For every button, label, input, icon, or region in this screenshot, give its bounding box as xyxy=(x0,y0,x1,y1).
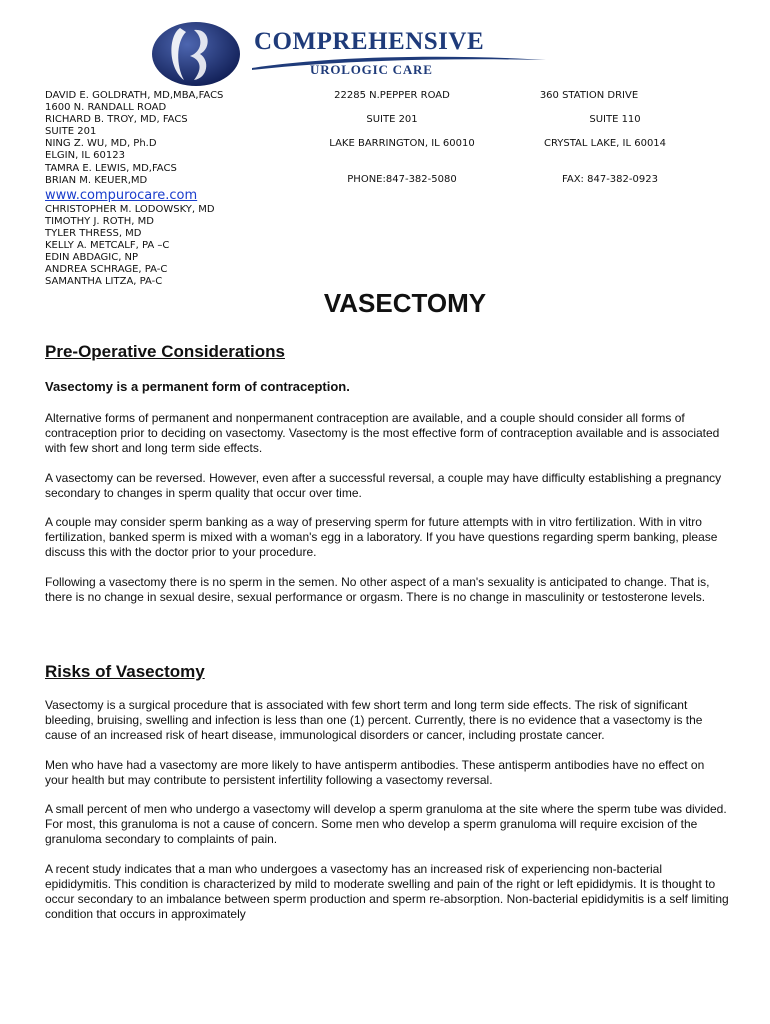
staff-line: DAVID E. GOLDRATH, MD,MBA,FACS xyxy=(45,90,224,101)
section-lead: Vasectomy is a permanent form of contraception. xyxy=(45,379,350,394)
staff-line: RICHARD B. TROY, MD, FACS xyxy=(45,114,188,126)
barrington-phone: PHONE:847-382-5080 xyxy=(347,174,457,185)
staff-line: KELLY A. METCALF, PA –C xyxy=(45,240,170,252)
paragraph: Alternative forms of permanent and nonpermanent contraception are available, and a couple should consider all forms of contraception prior to deciding on vasectomy. Vasectomy is the most effective form of contraception available and is associated with few short and long term side effects. xyxy=(45,411,720,455)
staff-line: ANDREA SCHRAGE, PA-C xyxy=(45,264,168,276)
paragraph: Men who have had a vasectomy are more likely to have antisperm antibodies. These antisperm antibodies have no effect on your health but may contribute to persistent infertility following a vasectomy reversal. xyxy=(45,758,705,787)
paragraph: Following a vasectomy there is no sperm in the semen. No other aspect of a man's sexuality is anticipated to change. That is, there is no change in sexual desire, sexual performance or orgasm. There is no change in masculinity or testosterone levels. xyxy=(45,575,710,604)
staff-line: TAMRA E. LEWIS, MD,FACS xyxy=(45,162,177,174)
section-heading-pre-operative: Pre-Operative Considerations xyxy=(45,342,285,361)
staff-line: SUITE 201 xyxy=(45,126,97,138)
staff-line: CHRISTOPHER M. LODOWSKY, MD xyxy=(45,203,215,215)
crystal-lake-street: 360 STATION DRIVE xyxy=(539,90,639,101)
crystal-lake-suite: SUITE 110 xyxy=(589,114,641,125)
paragraph: Vasectomy is a surgical procedure that is associated with few short term and long term side effects. The risk of significant bleeding, bruising, swelling and infection is less than one (1) percent. Currently, there is no evidence that a vasectomy is the cause of an increased risk of heart disease, immunological disorders or cancer, including prostate cancer. xyxy=(45,698,703,742)
staff-line: 1600 N. RANDALL ROAD xyxy=(45,102,167,114)
barrington-suite: SUITE 201 xyxy=(366,114,418,125)
logo-emblem-icon xyxy=(150,18,246,90)
crystal-lake-fax: FAX: 847-382-0923 xyxy=(562,174,658,185)
logo-tagline: UROLOGIC CARE xyxy=(310,62,433,77)
staff-line: NING Z. WU, MD, Ph.D xyxy=(45,138,157,150)
paragraph: A vasectomy can be reversed. However, even after a successful reversal, a couple may have difficulty establishing a pregnancy secondary to changes in sperm quality that occur over time. xyxy=(45,471,722,500)
paragraph: A small percent of men who undergo a vasectomy will develop a sperm granuloma at the site where the sperm tube was divided. For most, this granuloma is not a cause of concern. Some men who develop a sperm granuloma will require excision of the granuloma secondary to complaints of pain. xyxy=(45,802,727,846)
staff-line: TYLER THRESS, MD xyxy=(45,227,142,239)
staff-line: BRIAN M. KEUER,MD xyxy=(45,174,148,186)
logo-name: COMPREHENSIVE xyxy=(254,28,485,55)
staff-line: ELGIN, IL 60123 xyxy=(45,150,125,162)
logo xyxy=(150,18,550,90)
paragraph: A recent study indicates that a man who undergoes a vasectomy has an increased risk of experiencing non-bacterial epididymitis. This condition is characterized by mild to moderate swelling and pain of the right or left epididymis. It is thought to occur secondary to an imbalance between sperm production and sperm re-absorption. Non-bacterial epididymitis is a self limiting condition that occurs in approximately xyxy=(45,862,729,921)
barrington-city: LAKE BARRINGTON, IL 60010 xyxy=(329,138,475,149)
page-title: VASECTOMY xyxy=(323,288,487,318)
paragraph: A couple may consider sperm banking as a way of preserving sperm for future attempts with in vitro fertilization. With in vitro fertilization, banked sperm is mixed with a woman's egg in a laboratory. If you have questions regarding sperm banking, please discuss this with the doctor prior to your procedure. xyxy=(45,515,718,559)
staff-line: EDIN ABDAGIC, NP xyxy=(45,252,139,264)
section-heading-risks: Risks of Vasectomy xyxy=(45,662,205,681)
staff-line: SAMANTHA LITZA, PA-C xyxy=(45,276,163,288)
staff-line: TIMOTHY J. ROTH, MD xyxy=(45,215,154,227)
barrington-street: 22285 N.PEPPER ROAD xyxy=(334,90,450,101)
website-link[interactable]: www.compurocare.com xyxy=(45,187,198,203)
staff-list xyxy=(45,90,223,288)
crystal-lake-city: CRYSTAL LAKE, IL 60014 xyxy=(543,138,667,149)
